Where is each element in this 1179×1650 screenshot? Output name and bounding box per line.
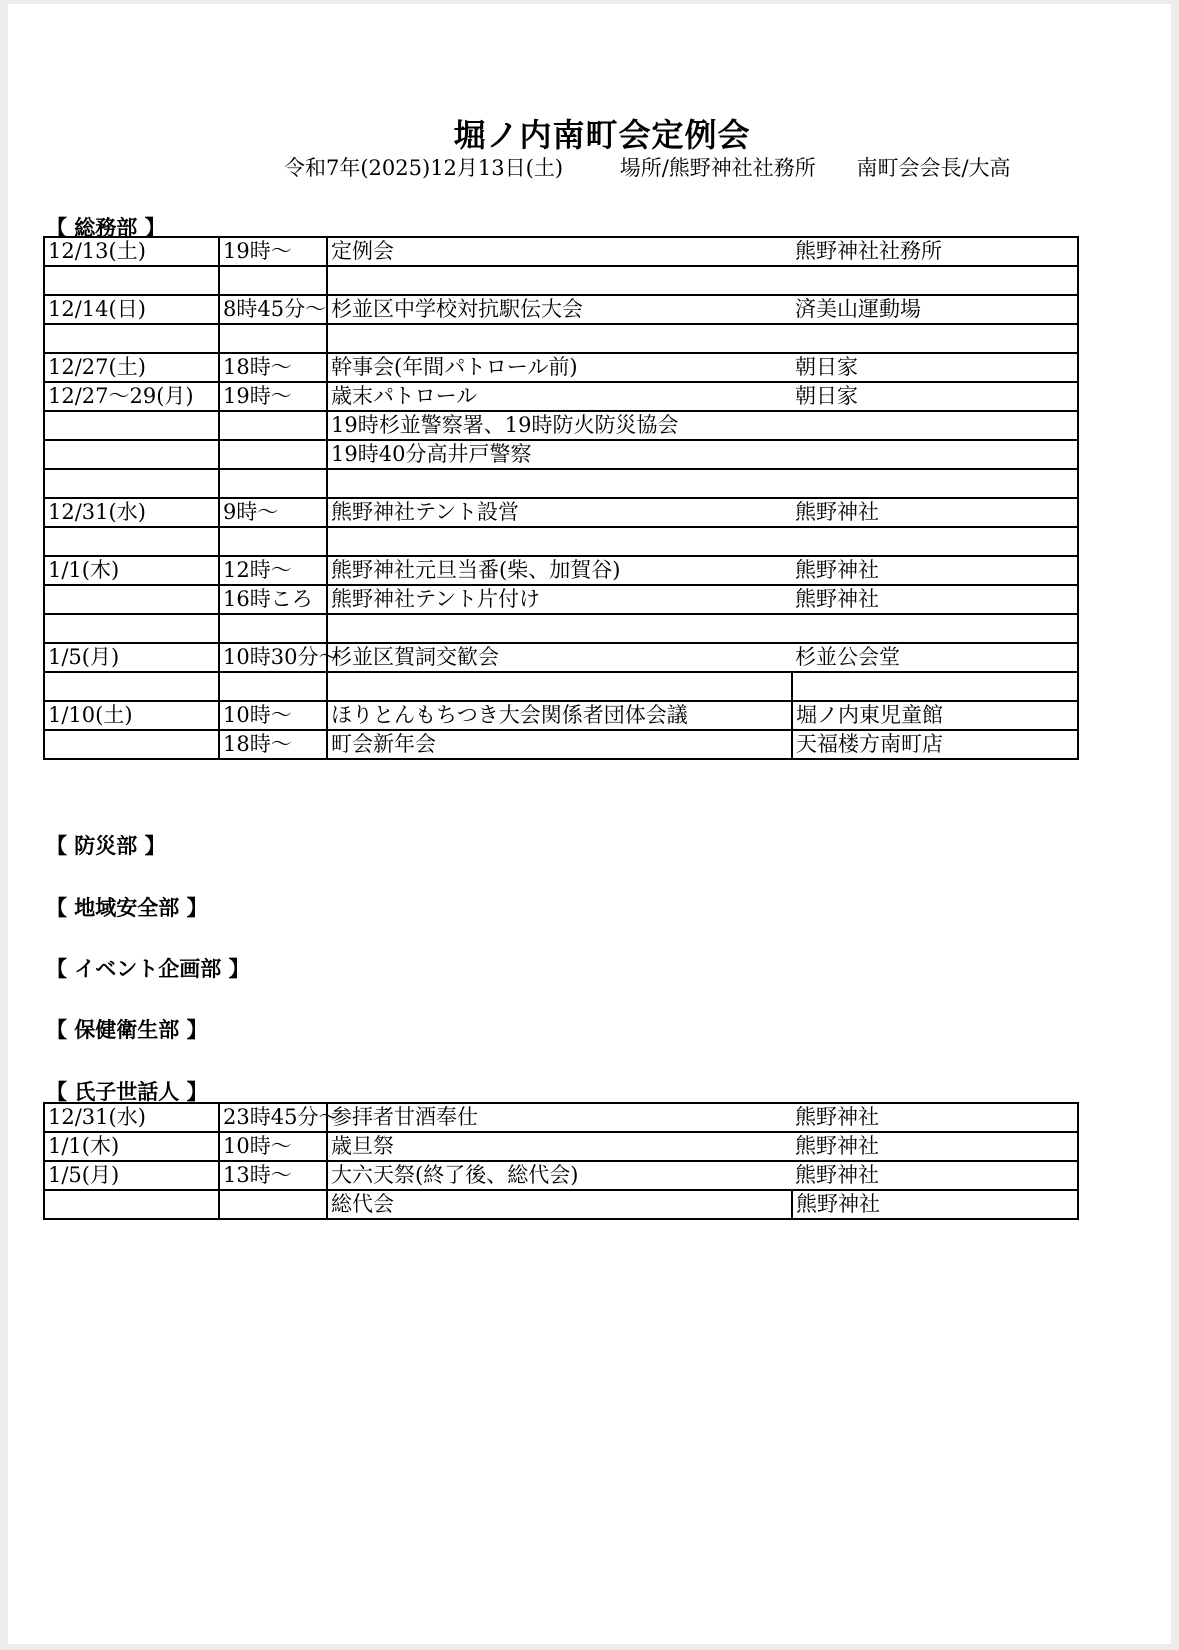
cell-time	[219, 469, 327, 498]
table-row	[44, 527, 1078, 556]
cell-time: 13時～	[219, 1161, 327, 1190]
cell-time: 23時45分～	[219, 1103, 327, 1132]
cell-place	[792, 527, 1078, 556]
table-row	[44, 1132, 1078, 1161]
table-row	[44, 730, 1078, 759]
table-row	[44, 411, 1078, 440]
cell-place: 熊野神社	[792, 1190, 1078, 1219]
cell-time: 16時ころ	[219, 585, 327, 614]
cell-time: 10時～	[219, 701, 327, 730]
cell-date: 12/31(水)	[44, 1103, 219, 1132]
cell-event: 町会新年会	[327, 730, 792, 759]
cell-place: 熊野神社	[792, 498, 1078, 527]
page-title: 堀ノ内南町会定例会	[453, 116, 751, 154]
cell-time	[219, 266, 327, 295]
cell-event	[327, 266, 792, 295]
cell-place: 朝日家	[792, 353, 1078, 382]
cell-place: 済美山運動場	[792, 295, 1078, 324]
table-row	[44, 469, 1078, 498]
cell-event: 熊野神社テント片付け	[327, 585, 792, 614]
cell-place: 熊野神社	[792, 1161, 1078, 1190]
cell-event: 総代会	[327, 1190, 792, 1219]
cell-event: 杉並区中学校対抗駅伝大会	[327, 295, 792, 324]
table-row	[44, 353, 1078, 382]
cell-date	[44, 324, 219, 353]
cell-time	[219, 1190, 327, 1219]
table-row	[44, 324, 1078, 353]
cell-event: 熊野神社元旦当番(柴、加賀谷)	[327, 556, 792, 585]
cell-time	[219, 672, 327, 701]
cell-event: 19時杉並警察署、19時防火防災協会	[327, 411, 792, 440]
cell-place: 熊野神社	[792, 1132, 1078, 1161]
cell-time: 9時～	[219, 498, 327, 527]
table-row	[44, 1190, 1078, 1219]
section-heading-chiiki: 【 地域安全部 】	[46, 895, 208, 920]
section-heading-ujiko: 【 氏子世話人 】	[46, 1079, 208, 1104]
cell-place: 熊野神社	[792, 585, 1078, 614]
cell-date	[44, 469, 219, 498]
cell-event	[327, 469, 792, 498]
table-row	[44, 585, 1078, 614]
cell-place	[792, 324, 1078, 353]
table-row	[44, 701, 1078, 730]
cell-date	[44, 1190, 219, 1219]
cell-date: 1/5(月)	[44, 643, 219, 672]
cell-event: 杉並区賀詞交歓会	[327, 643, 792, 672]
cell-place: 杉並公会堂	[792, 643, 1078, 672]
cell-event: ほりとんもちつき大会関係者団体会議	[327, 701, 792, 730]
cell-event	[327, 527, 792, 556]
cell-date	[44, 614, 219, 643]
cell-time	[219, 440, 327, 469]
meeting-chair: 南町会会長/大高	[856, 156, 1011, 180]
cell-place: 堀ノ内東児童館	[792, 701, 1078, 730]
table-row	[44, 266, 1078, 295]
cell-place: 熊野神社社務所	[792, 237, 1078, 266]
table-row	[44, 614, 1078, 643]
cell-place	[792, 266, 1078, 295]
soumu-schedule-table	[43, 236, 1079, 760]
cell-time: 10時30分～	[219, 643, 327, 672]
table-row	[44, 672, 1078, 701]
table-row	[44, 382, 1078, 411]
cell-time: 19時～	[219, 382, 327, 411]
cell-event: 参拝者甘酒奉仕	[327, 1103, 792, 1132]
section-heading-bousai: 【 防災部 】	[46, 833, 166, 858]
table-row	[44, 440, 1078, 469]
cell-date: 12/27～29(月)	[44, 382, 219, 411]
cell-place	[792, 614, 1078, 643]
meeting-place: 場所/熊野神社社務所	[619, 156, 816, 180]
cell-date: 1/1(木)	[44, 556, 219, 585]
cell-event: 幹事会(年間パトロール前)	[327, 353, 792, 382]
cell-place: 天福楼方南町店	[792, 730, 1078, 759]
cell-event: 大六天祭(終了後、総代会)	[327, 1161, 792, 1190]
table-row	[44, 556, 1078, 585]
cell-event: 歳旦祭	[327, 1132, 792, 1161]
section-heading-event: 【 イベント企画部 】	[46, 956, 250, 981]
cell-date	[44, 730, 219, 759]
cell-time: 12時～	[219, 556, 327, 585]
section-heading-hoken: 【 保健衛生部 】	[46, 1017, 208, 1042]
cell-event	[327, 614, 792, 643]
table-row	[44, 237, 1078, 266]
cell-date	[44, 527, 219, 556]
cell-time	[219, 411, 327, 440]
cell-place: 熊野神社	[792, 1103, 1078, 1132]
cell-date	[44, 585, 219, 614]
cell-date: 1/10(土)	[44, 701, 219, 730]
cell-time	[219, 527, 327, 556]
table-row	[44, 643, 1078, 672]
cell-date	[44, 672, 219, 701]
cell-place: 熊野神社	[792, 556, 1078, 585]
cell-date: 12/31(水)	[44, 498, 219, 527]
cell-time: 10時～	[219, 1132, 327, 1161]
cell-event	[327, 672, 792, 701]
cell-time	[219, 614, 327, 643]
cell-place	[792, 469, 1078, 498]
ujiko-schedule-table	[43, 1102, 1079, 1220]
cell-time: 18時～	[219, 353, 327, 382]
meeting-date: 令和7年(2025)12月13日(土)	[284, 156, 564, 180]
cell-event	[327, 324, 792, 353]
cell-place	[792, 672, 1078, 701]
cell-time: 8時45分～	[219, 295, 327, 324]
cell-event: 歳末パトロール	[327, 382, 792, 411]
table-row	[44, 498, 1078, 527]
cell-date: 12/14(日)	[44, 295, 219, 324]
cell-date: 12/13(土)	[44, 237, 219, 266]
cell-event: 19時40分高井戸警察	[327, 440, 792, 469]
cell-date: 1/5(月)	[44, 1161, 219, 1190]
cell-place	[792, 440, 1078, 469]
section-heading-soumu: 【 総務部 】	[46, 215, 166, 240]
meeting-info	[284, 152, 1011, 182]
cell-date	[44, 411, 219, 440]
cell-date: 12/27(土)	[44, 353, 219, 382]
cell-date	[44, 440, 219, 469]
cell-date	[44, 266, 219, 295]
cell-date: 1/1(木)	[44, 1132, 219, 1161]
table-row	[44, 295, 1078, 324]
cell-place: 朝日家	[792, 382, 1078, 411]
cell-place	[792, 411, 1078, 440]
cell-event: 定例会	[327, 237, 792, 266]
cell-time	[219, 324, 327, 353]
cell-time: 18時～	[219, 730, 327, 759]
table-row	[44, 1103, 1078, 1132]
cell-event: 熊野神社テント設営	[327, 498, 792, 527]
table-row	[44, 1161, 1078, 1190]
cell-time: 19時～	[219, 237, 327, 266]
